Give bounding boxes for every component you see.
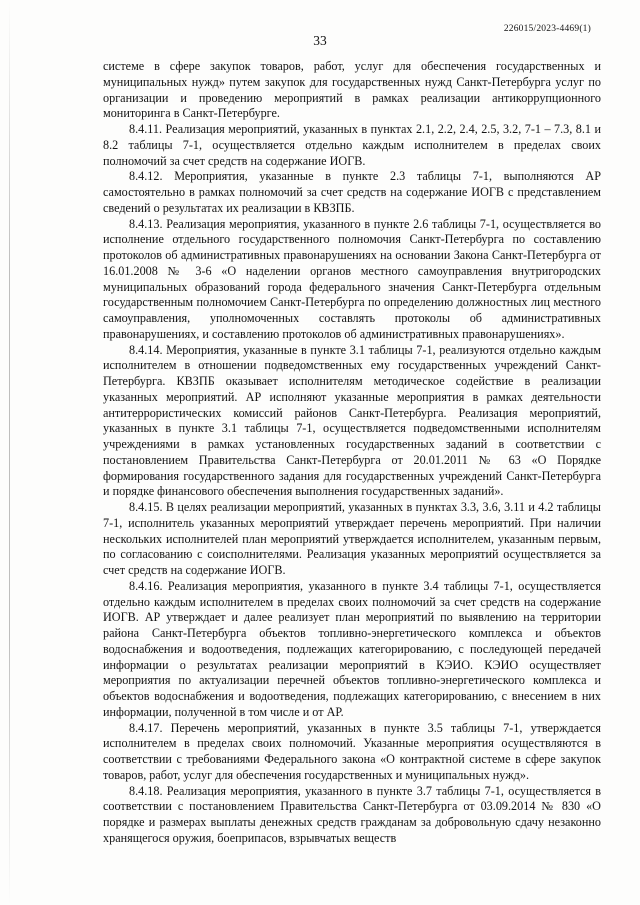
document-body [103,59,601,847]
paragraph-8-4-16: 8.4.16. Реализация мероприятия, указанного в пункте 3.4 таблицы 7-1, осуществляется отдельно каждым исполнителем в пределах своих полномочий за счет средств на содержание ИОГВ. АР утверждает и далее реализует план мероприятий по выявлению на территории района Санкт-Петербурга объектов топливно-энергетического комплекса и объектов водоснабжения и водоотведения, подлежащих категорированию, с последующей передачей информации о результатах реализации мероприятий в КЭИО. КЭИО осуществляет мероприятия по актуализации перечней объектов топливно-энергетического комплекса и объектов водоснабжения и водоотведения, подлежащих категорированию, с внесением в них информации, полученной в том числе и от АР. [103,578,601,719]
paragraph-continuation: системе в сфере закупок товаров, работ, услуг для обеспечения государственных и муниципальных нужд» путем закупок для государственных нужд Санкт-Петербурга услуг по организации и проведению мероприятий в рамках реализации антикоррупционного мониторинга в Санкт-Петербурге. [103,59,601,121]
paragraph-8-4-14: 8.4.14. Мероприятия, указанные в пункте 3.1 таблицы 7-1, реализуются отдельно каждым исполнителем в отношении подведомственных ему государственных учреждений Санкт-Петербурга. КВЗПБ оказывает исполнителям методическое содействие в реализации указанных мероприятий. АР исполняют указанные мероприятия в рамках деятельности антитеррористических комиссий районов Санкт-Петербурга. Реализация мероприятий, указанных в пункте 3.1 таблицы 7-1, осуществляется подведомственными исполнителям учреждениями в рамках установленных государственных заданий в соответствии с постановлением Правительства Санкт-Петербурга от 20.01.2011 № 63 «О Порядке формирования государственного задания для государственных учреждений Санкт-Петербурга и порядке финансового обеспечения выполнения государственных заданий». [103,342,601,499]
paragraph-8-4-12: 8.4.12. Мероприятия, указанные в пункте 2.3 таблицы 7-1, выполняются АР самостоятельно в рамках полномочий за счет средств на содержание ИОГВ с представлением сведений о результатах их реализации в КВЗПБ. [103,169,601,215]
paragraph-8-4-15: 8.4.15. В целях реализации мероприятий, указанных в пунктах 3.3, 3.6, 3.11 и 4.2 таблицы 7-1, исполнитель указанных мероприятий утверждает перечень мероприятий. При наличии нескольких исполнителей план мероприятий утверждается исполнителем, указанным первым, по согласованию с соисполнителями. Реализация указанных мероприятий осуществляется за счет средств на содержание ИОГВ. [103,500,601,577]
scan-edge-shadow [9,0,10,905]
paragraph-8-4-17: 8.4.17. Перечень мероприятий, указанных в пункте 3.5 таблицы 7-1, утверждается исполнителем в пределах своих полномочий. Указанные мероприятия осуществляются в соответствии с требованиями Федерального закона «О контрактной системе в сфере закупок товаров, работ, услуг для обеспечения государственных и муниципальных нужд». [103,720,601,782]
document-registration-number: 226015/2023-4469(1) [503,24,591,34]
paragraph-8-4-11: 8.4.11. Реализация мероприятий, указанных в пунктах 2.1, 2.2, 2.4, 2.5, 3.2, 7-1 – 7.3, 8.1 и 8.2 таблицы 7-1, осуществляется отдельно каждым исполнителем в пределах своих полномочий за счет средств на содержание ИОГВ. [103,122,601,168]
paragraph-8-4-13: 8.4.13. Реализация мероприятия, указанного в пункте 2.6 таблицы 7-1, осуществляется во исполнение отдельного государственного полномочия Санкт-Петербурга по составлению протоколов об административных правонарушениях на основании Закона Санкт-Петербурга от 16.01.2008 № 3-6 «О наделении органов местного самоуправления внутригородских муниципальных образований города федерального значения Санкт-Петербурга отдельным государственным полномочием Санкт-Петербурга по определению должностных лиц местного самоуправления, уполномоченных составлять протоколы об административных правонарушениях, и составлению протоколов об административных правонарушениях». [103,216,601,341]
paragraph-8-4-18: 8.4.18. Реализация мероприятия, указанного в пункте 3.7 таблицы 7-1, осуществляется в соответствии с постановлением Правительства Санкт-Петербурга от 03.09.2014 № 830 «О порядке и размерах выплаты денежных средств гражданам за добровольную сдачу незаконно хранящегося оружия, боеприпасов, взрывчатых веществ [103,783,601,845]
page-number: 33 [313,33,327,48]
